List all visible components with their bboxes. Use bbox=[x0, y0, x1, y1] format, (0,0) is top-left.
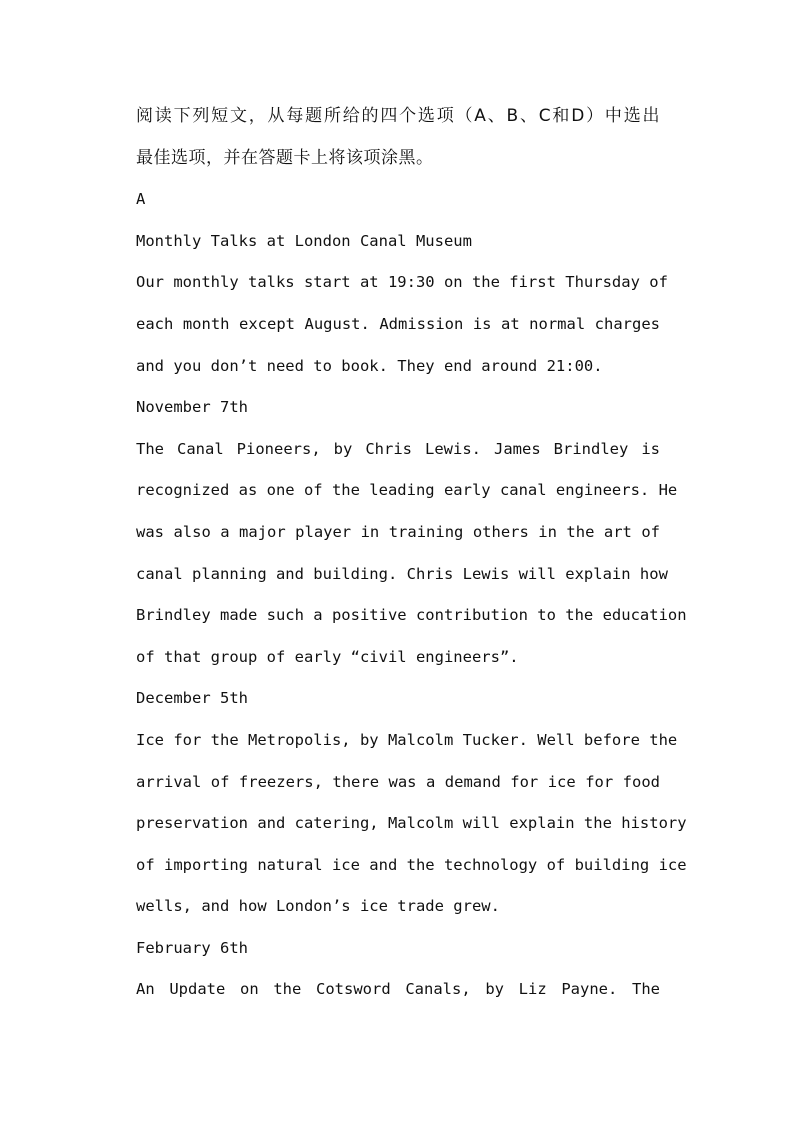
talk-text-line: preservation and catering, Malcolm will explain the history bbox=[136, 814, 687, 833]
talk-text-line: wells, and how London’s ice trade grew. bbox=[136, 897, 500, 916]
instruction-line-1: 阅读下列短文，从每题所给的四个选项（A、B、C和D）中选出 bbox=[136, 106, 660, 126]
instruction-line-2: 最佳选项，并在答题卡上将该项涂黑。 bbox=[136, 147, 434, 168]
talk-text-line: The Canal Pioneers, by Chris Lewis. James Brindley is bbox=[136, 439, 660, 458]
document-page bbox=[136, 96, 687, 1011]
talk-date: November 7th bbox=[136, 398, 248, 417]
talk-date: December 5th bbox=[136, 689, 248, 708]
talk-text-line: An Update on the Cotsword Canals, by Liz Payne. The bbox=[136, 980, 660, 999]
talk-text-line: of that group of early “civil engineers”. bbox=[136, 647, 519, 666]
intro-line-3: and you don’t need to book. They end around 21:00. bbox=[136, 356, 603, 375]
talk-text-line: canal planning and building. Chris Lewis will explain how bbox=[136, 564, 668, 583]
talk-text-line: recognized as one of the leading early canal engineers. He bbox=[136, 481, 678, 500]
talk-text-line: of importing natural ice and the technology of building ice bbox=[136, 855, 687, 874]
talk-text-line: arrival of freezers, there was a demand for ice for food bbox=[136, 772, 660, 791]
intro-line-1: Our monthly talks start at 19:30 on the first Thursday of bbox=[136, 273, 668, 292]
talk-text-line: Ice for the Metropolis, by Malcolm Tucker. Well before the bbox=[136, 730, 678, 749]
talk-date: February 6th bbox=[136, 938, 248, 957]
talk-text-line: Brindley made such a positive contribution to the education bbox=[136, 606, 687, 625]
article-title: Monthly Talks at London Canal Museum bbox=[136, 231, 472, 250]
intro-line-2: each month except August. Admission is at normal charges bbox=[136, 314, 660, 333]
section-label: A bbox=[136, 190, 146, 209]
talk-text-line: was also a major player in training others in the art of bbox=[136, 522, 660, 541]
